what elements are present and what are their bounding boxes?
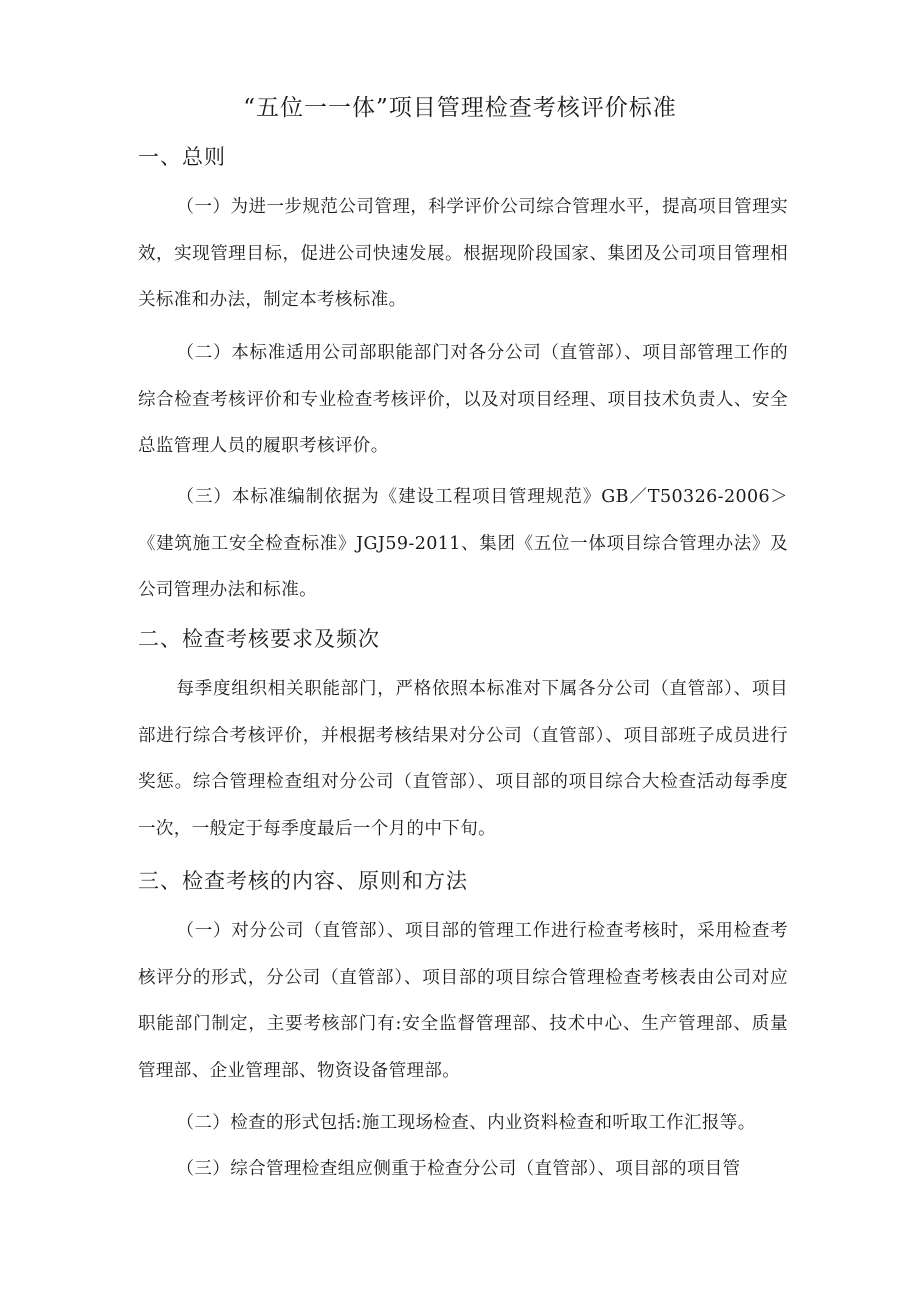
paragraph: 每季度组织相关职能部门，严格依照本标准对下属各分公司（直管部）、项目部进行综合考核评价，并根据考核结果对分公司（直管部）、项目部班子成员进行奖惩。综合管理检查组对分公司（直管部）、项目部的项目综合大检查活动每季度一次，一般定于每季度最后一个月的中下旬。 [138, 679, 788, 839]
section-heading-content-principles: 三、检查考核的内容、原则和方法 [138, 869, 468, 893]
paragraph: （一）为进一步规范公司管理，科学评价公司综合管理水平，提高项目管理实效，实现管理目标，促进公司快速发展。根据现阶段国家、集团及公司项目管理相关标准和办法，制定本考核标准。 [138, 197, 788, 310]
paragraph: （二）本标准适用公司部职能部门对各分公司（直管部）、项目部管理工作的综合检查考核评价和专业检查考核评价，以及对项目经理、项目技术负责人、安全总监管理人员的履职考核评价。 [138, 343, 788, 456]
document-title: “五位一一体”项目管理检查考核评价标准 [243, 95, 677, 121]
paragraph: （三）本标准编制依据为《建设工程项目管理规范》GB／T50326-2006＞《建筑施工安全检查标准》JGJ59-2011、集团《五位一体项目综合管理办法》及公司管理办法和标准。 [138, 487, 788, 600]
section-heading-requirements: 二、检查考核要求及频次 [138, 627, 380, 651]
paragraph: （二）检查的形式包括:施工现场检查、内业资料检查和听取工作汇报等。 [176, 1113, 756, 1133]
paragraph: （三）综合管理检查组应侧重于检查分公司（直管部）、项目部的项目管 [176, 1159, 741, 1179]
section-heading-general: 一、总则 [138, 145, 226, 169]
paragraph: （一）对分公司（直管部）、项目部的管理工作进行检查考核时，采用检查考核评分的形式，分公司（直管部）、项目部的项目综合管理检查考核表由公司对应职能部门制定，主要考核部门有:安全监督管理部、技术中心、生产管理部、质量管理部、企业管理部、物资设备管理部。 [138, 921, 788, 1081]
